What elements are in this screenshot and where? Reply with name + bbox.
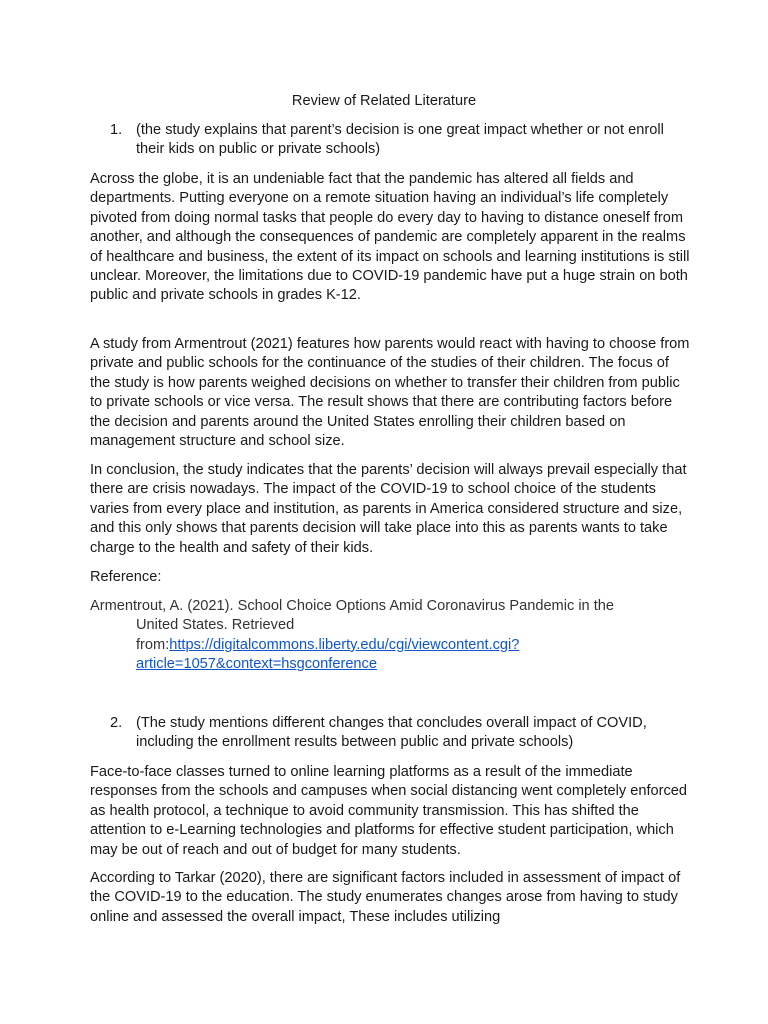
reference-url-line-2 [90, 655, 650, 674]
reference-url-line [90, 636, 650, 655]
list-item-1: (the study explains that parent’s decision is one great impact whether or not enroll their kids on public or private schools) [136, 122, 664, 158]
list-number-1: 1. [110, 122, 123, 138]
paragraph-3: In conclusion, the study indicates that the parents’ decision will always prevail especially that there are crisis nowadays. The impact of the COVID-19 to school choice of the students varies from every place and institution, as parents in America considered structure and size, and this only shows that parents decision will take place into this as parents wants to take charge to the health and safety of their kids. [90, 462, 687, 556]
paragraph-5: According to Tarkar (2020), there are significant factors included in assessment of impact of the COVID-19 to the education. The study enumerates changes arose from having to study online and assessed the overall impact, These includes utilizing [90, 870, 681, 925]
reference-prefix: from: [136, 636, 170, 653]
paragraph-1: Across the globe, it is an undeniable fact that the pandemic has altered all fields and departments. Putting everyone on a remote situation having an individual’s life completely pivoted from doing normal tasks that people do every day to having to distance oneself from another, and although the consequences of pandemic are completely apparent in the realms of healthcare and business, the extent of its impact on schools and learning institutions is still unclear. Moreover, the limitations due to COVID-19 pandemic have put a huge strain on both public and private schools in grades K-12. [90, 171, 690, 304]
list-number-2: 2. [110, 715, 123, 731]
reference-first-line: Armentrout, A. (2021). School Choice Options Amid Coronavirus Pandemic in the [90, 598, 615, 614]
reference-second-line: United States. Retrieved [136, 617, 295, 634]
paragraph-4: Face-to-face classes turned to online learning platforms as a result of the immediate responses from the schools and campuses when social distancing went completely enforced as health protocol, a technique to avoid community transmission. This has shifted the attention to e-Learning technologies and platforms for effective student participation, which may be out of reach and out of budget for many students. [90, 764, 688, 858]
reference-link[interactable]: https://digitalcommons.liberty.edu/cgi/viewcontent.cgi? [169, 636, 520, 653]
reference-heading: Reference: [90, 569, 162, 585]
reference-entry [90, 597, 650, 675]
paragraph-2: A study from Armentrout (2021) features how parents would react with having to choose from private and public schools for the continuance of the studies of their children. The focus of the study is how parents weighed decisions on whether to transfer their children from public to private schools or vice versa. The result shows that there are contributing factors before the decision and parents around the United States enrolling their children based on management structure and school size. [90, 336, 690, 450]
document-title: Review of Related Literature [291, 93, 477, 109]
list-item-2: (The study mentions different changes that concludes overall impact of COVID, including the enrollment results between public and private schools) [136, 715, 647, 751]
reference-link-continued[interactable]: article=1057&context=hsgconference [136, 656, 377, 673]
